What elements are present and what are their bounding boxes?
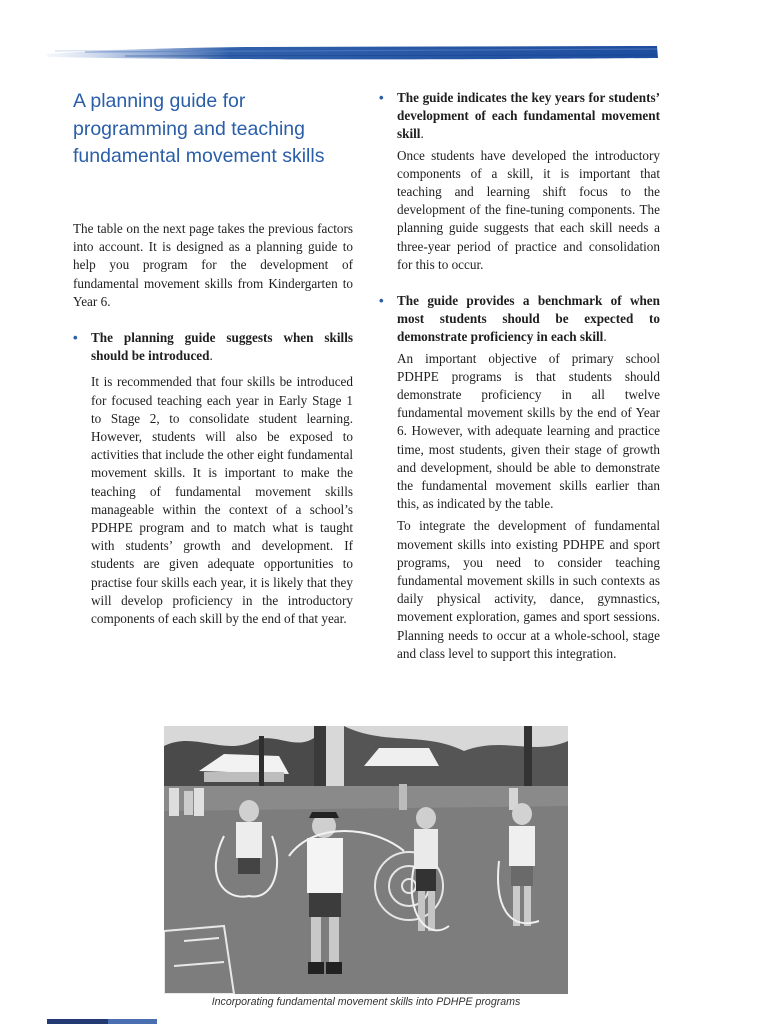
left-column [73,220,353,628]
bullet-heading: The guide provides a benchmark of when most students should be expected to demonstrate proficiency in each skill. [397,293,660,345]
page-title: A planning guide for programming and teaching fundamental movement skills [73,90,325,167]
header-brush-stroke [45,38,660,68]
bullet-dot: • [73,330,78,346]
bullet-heading: The planning guide suggests when skills should be introduced. [91,330,353,364]
bullet-benchmark [379,292,660,347]
bullet-body: It is recommended that four skills be introduced for focused teaching each year in Early Stage 1 to Stage 2, to consolidate student learning. However, students will also be exposed to activities that include the other eight fundamental movement skills. It is important to make the teaching of fundamental movement skills manageable within the context of a school’s PDHPE program and to match what is taught with students’ growth and development. If students are given adequate opportunities to practise four skills each year, it is likely that they will develop proficiency in the introductory components of each skill by the end of that year. [91,374,353,627]
bullet-heading: The guide indicates the key years for students’ development of each fundamental movement skill. [397,90,660,142]
bullet-dot: • [379,293,384,309]
right-column [379,89,660,663]
footer-tab-accent [108,1019,157,1024]
intro-paragraph: The table on the next page takes the previous factors into account. It is designed as a planning guide to help you program for the development of fundamental movement skills from Kindergarten to Year 6. [73,221,353,309]
bullet-dot: • [379,90,384,105]
playground-photo [164,726,568,994]
photo-caption: Incorporating fundamental movement skills into PDHPE programs [211,996,521,1008]
bullet-introduce-skills [73,329,353,365]
bullet-body: An important objective of primary school PDHPE programs is that students should demonstrate proficiency in all twelve fundamental movement skills by the end of Year 6. However, with adequate learning and practice time, most students, given their stage of growth and development, should be able to demonstrate the fundamental movement skills earlier than this, as indicated by the table. [397,350,660,512]
bullet-key-years [379,89,660,144]
bullet-body: Once students have developed the introductory components of a skill, it is important that teaching and learning shift focus to the development of the fine-tuning components. The planning guide suggests that each skill needs a three-year period of practice and consolidation for this to occur. [397,147,660,272]
bullet-body: To integrate the development of fundamental movement skills into existing PDHPE and sport programs, you need to consider teaching fundamental movement skills in such contexts as daily physical activity, dance, gymnastics, movement exploration, games and sport sessions. Planning needs to occur at a whole-school, stage and class level to support this integration. [397,518,660,661]
